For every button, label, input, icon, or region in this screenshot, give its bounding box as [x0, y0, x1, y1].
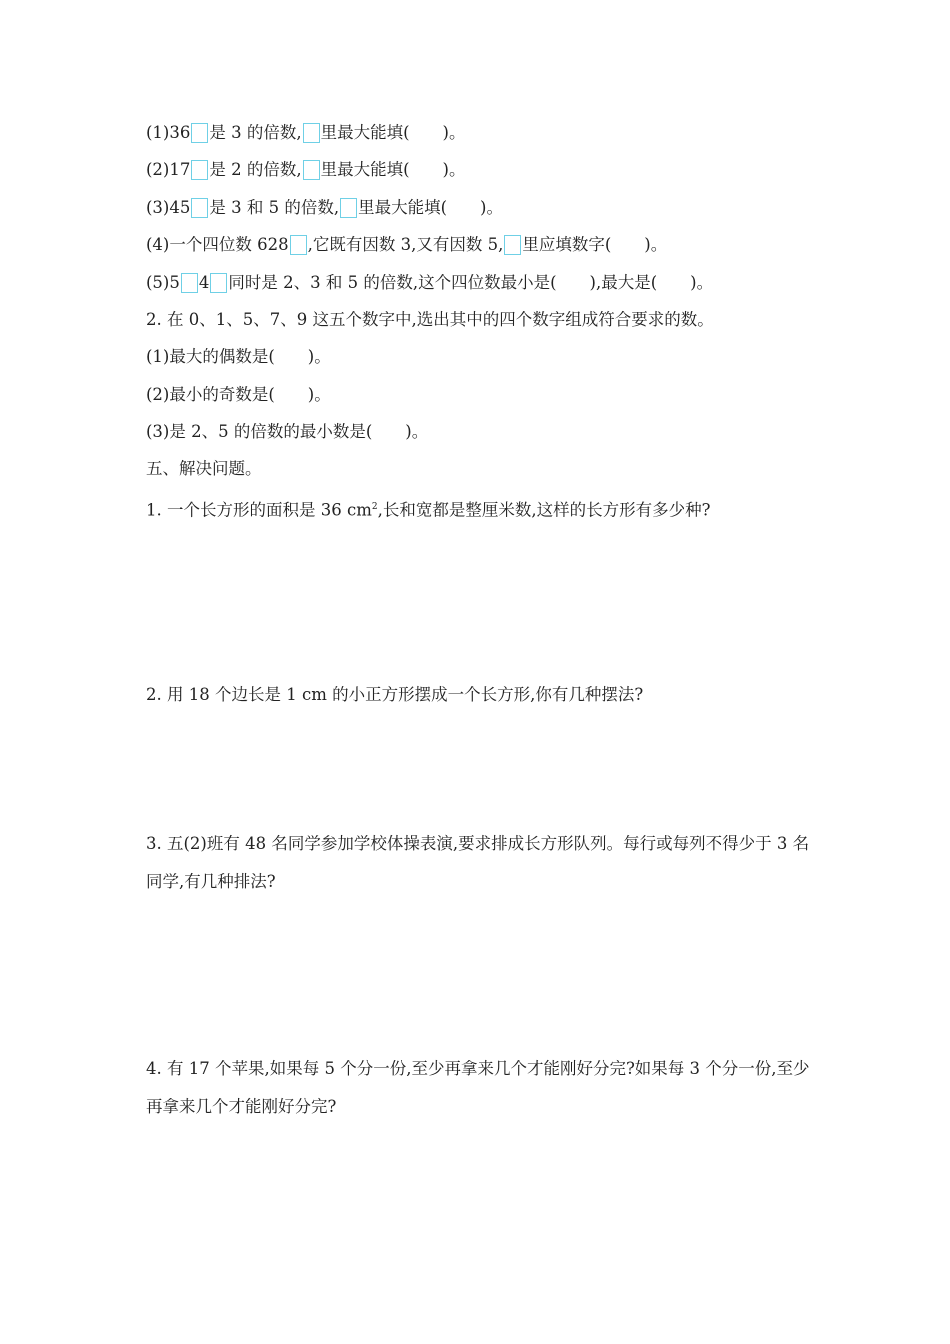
blank-box[interactable] — [191, 123, 208, 143]
item-text: 里应填数字( )。 — [522, 235, 668, 254]
q2-title: 2. 在 0、1、5、7、9 这五个数字中,选出其中的四个数字组成符合要求的数。 — [146, 310, 714, 329]
blank-box[interactable] — [340, 198, 357, 218]
item-text: 同时是 2、3 和 5 的倍数,这个四位数最小是( ),最大是( )。 — [228, 273, 714, 292]
blank-box[interactable] — [191, 160, 208, 180]
problem-text: ,长和宽都是整厘米数,这样的长方形有多少种? — [377, 500, 711, 520]
problem-4: 4. 有 17 个苹果,如果每 5 个分一份,至少再拿来几个才能刚好分完?如果每 3 个分一份,至少再拿来几个才能刚好分完? — [146, 1059, 810, 1116]
item-text: (1)36 — [146, 123, 191, 142]
q1-item-3 — [146, 196, 503, 220]
blank-box[interactable] — [290, 235, 307, 255]
item-text: 是 3 的倍数, — [209, 123, 302, 142]
item-text: 里最大能填( )。 — [320, 160, 466, 179]
item-text: (5)5 — [146, 273, 180, 292]
q1-item-5 — [146, 271, 713, 295]
blank-box[interactable] — [181, 273, 198, 293]
item-text: 4 — [198, 273, 210, 292]
blank-box[interactable] — [504, 235, 521, 255]
blank-box[interactable] — [210, 273, 227, 293]
problem-text: 1. 一个长方形的面积是 36 cm — [146, 500, 372, 520]
q1-item-4 — [146, 233, 667, 257]
problem-1 — [146, 495, 710, 523]
item-text: (4)一个四位数 628 — [146, 235, 289, 254]
item-text: (2)17 — [146, 160, 191, 179]
item-text: 里最大能填( )。 — [320, 123, 466, 142]
item-text: 是 3 和 5 的倍数, — [209, 198, 340, 217]
item-text: (3)45 — [146, 198, 191, 217]
item-text: 是 2 的倍数, — [209, 160, 302, 179]
superscript: 2 — [371, 502, 378, 512]
item-text: 里最大能填( )。 — [358, 198, 503, 217]
q1-item-2 — [146, 158, 465, 182]
q2-item-2: (2)最小的奇数是( )。 — [146, 385, 331, 404]
q1-item-1 — [146, 121, 465, 145]
problem-2: 2. 用 18 个边长是 1 cm 的小正方形摆成一个长方形,你有几种摆法? — [146, 685, 644, 704]
q2-item-1: (1)最大的偶数是( )。 — [146, 347, 331, 366]
problem-3: 3. 五(2)班有 48 名同学参加学校体操表演,要求排成长方形队列。每行或每列不得少于 3 名同学,有几种排法? — [146, 834, 810, 891]
q2-item-3: (3)是 2、5 的倍数的最小数是( )。 — [146, 422, 429, 441]
blank-box[interactable] — [303, 123, 320, 143]
blank-box[interactable] — [191, 198, 208, 218]
section-heading: 五、解决问题。 — [146, 459, 262, 478]
blank-box[interactable] — [303, 160, 320, 180]
item-text: ,它既有因数 3,又有因数 5, — [307, 235, 504, 254]
